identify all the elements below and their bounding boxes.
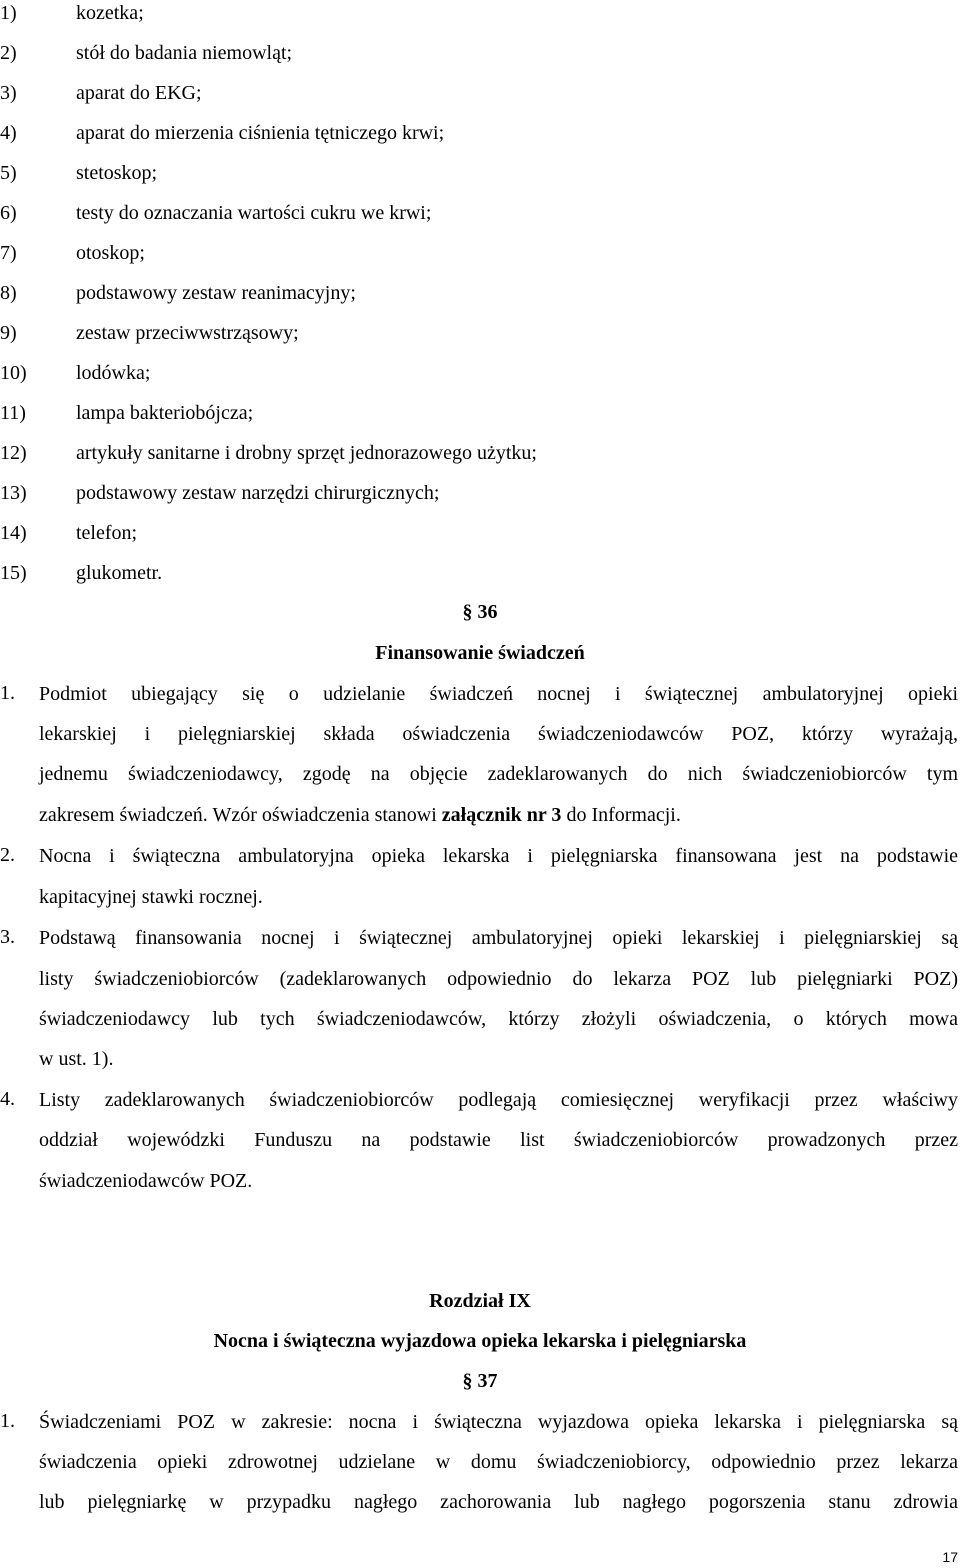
paragraph-line: oddział wojewódzki Funduszu na podstawie list świadczeniobiorców prowadzonych przez xyxy=(39,1129,958,1151)
list-item-text: stetoskop; xyxy=(76,162,158,184)
attachment-reference: załącznik nr 3 xyxy=(441,804,562,826)
list-item-text: kozetka; xyxy=(76,2,144,24)
paragraph-number: 3. xyxy=(0,926,15,948)
list-item-number: 13) xyxy=(0,482,27,504)
paragraph-line: lub pielęgniarkę w przypadku nagłego zachorowania lub nagłego pogorszenia stanu zdrowia xyxy=(39,1491,958,1513)
list-item-text: lampa bakteriobójcza; xyxy=(76,402,254,424)
list-item-number: 3) xyxy=(0,82,17,104)
paragraph-line xyxy=(39,803,958,827)
paragraph-line: lekarskiej i pielęgniarskiej składa oświadczenia świadczeniodawców POZ, którzy wyrażają, xyxy=(39,723,958,745)
list-item-number: 9) xyxy=(0,322,17,344)
list-item-number: 5) xyxy=(0,162,17,184)
paragraph-line: kapitacyjnej stawki rocznej. xyxy=(39,886,263,908)
list-item-text: testy do oznaczania wartości cukru we krwi; xyxy=(76,202,432,224)
paragraph-line: Listy zadeklarowanych świadczeniobiorców podlegają comiesięcznej weryfikacji przez właściwy xyxy=(39,1089,958,1111)
list-item-number: 2) xyxy=(0,42,17,64)
list-item-number: 8) xyxy=(0,282,17,304)
list-item-number: 11) xyxy=(0,402,26,424)
list-item-text: zestaw przeciwwstrząsowy; xyxy=(76,322,299,344)
paragraph-number: 4. xyxy=(0,1088,15,1110)
paragraph-line: Nocna i świąteczna ambulatoryjna opieka lekarska i pielęgniarska finansowana jest na podstawie xyxy=(39,845,958,867)
list-item-text: stół do badania niemowląt; xyxy=(76,42,293,64)
paragraph-text: zakresem świadczeń. Wzór oświadczenia stanowi xyxy=(39,804,442,826)
paragraph-line: listy świadczeniobiorców (zadeklarowanych odpowiednio do lekarza POZ lub pielęgniarki POZ) xyxy=(39,968,958,990)
paragraph-text: do Informacji. xyxy=(561,804,681,826)
list-item-number: 4) xyxy=(0,122,17,144)
list-item-text: lodówka; xyxy=(76,362,151,384)
list-item-number: 15) xyxy=(0,562,27,584)
list-item-text: telefon; xyxy=(76,522,138,544)
list-item-text: podstawowy zestaw reanimacyjny; xyxy=(76,282,356,304)
paragraph-number: 1. xyxy=(0,682,15,704)
chapter-title: Rozdział IX xyxy=(429,1290,531,1312)
list-item-text: artykuły sanitarne i drobny sprzęt jednorazowego użytku; xyxy=(76,442,537,464)
list-item-number: 10) xyxy=(0,362,27,384)
paragraph-line: Świadczeniami POZ w zakresie: nocna i świąteczna wyjazdowa opieka lekarska i pielęgniarska są xyxy=(39,1411,958,1433)
section-36-heading: § 36 xyxy=(462,601,498,623)
paragraph-number: 1. xyxy=(0,1410,15,1432)
chapter-subtitle: Nocna i świąteczna wyjazdowa opieka lekarska i pielęgniarska xyxy=(213,1330,747,1352)
list-item-text: aparat do EKG; xyxy=(76,82,202,104)
list-item-text: glukometr. xyxy=(76,562,163,584)
paragraph-line: Podstawą finansowania nocnej i świątecznej ambulatoryjnej opieki lekarskiej i pielęgniarskiej są xyxy=(39,927,958,949)
list-item-number: 1) xyxy=(0,2,17,24)
list-item-number: 7) xyxy=(0,242,17,264)
paragraph-line: świadczeniodawcy lub tych świadczeniodawców, którzy złożyli oświadczenia, o których mowa xyxy=(39,1008,958,1030)
list-item-text: otoskop; xyxy=(76,242,145,264)
list-item-number: 6) xyxy=(0,202,17,224)
paragraph-line: Podmiot ubiegający się o udzielanie świadczeń nocnej i świątecznej ambulatoryjnej opieki xyxy=(39,683,958,705)
list-item-text: aparat do mierzenia ciśnienia tętniczego krwi; xyxy=(76,122,445,144)
section-36-title: Finansowanie świadczeń xyxy=(375,642,585,664)
paragraph-line: świadczeniodawców POZ. xyxy=(39,1170,253,1192)
section-37-heading: § 37 xyxy=(462,1370,498,1392)
paragraph-number: 2. xyxy=(0,844,15,866)
paragraph-line: świadczenia opieki zdrowotnej udzielane w domu świadczeniobiorcy, odpowiednio przez lekarza xyxy=(39,1451,958,1473)
paragraph-line: jednemu świadczeniodawcy, zgodę na objęcie zadeklarowanych do nich świadczeniobiorców tym xyxy=(39,763,958,785)
paragraph-line: w ust. 1). xyxy=(39,1048,114,1070)
list-item-text: podstawowy zestaw narzędzi chirurgicznych; xyxy=(76,482,440,504)
page-number: 17 xyxy=(942,1549,958,1565)
list-item-number: 14) xyxy=(0,522,27,544)
list-item-number: 12) xyxy=(0,442,27,464)
